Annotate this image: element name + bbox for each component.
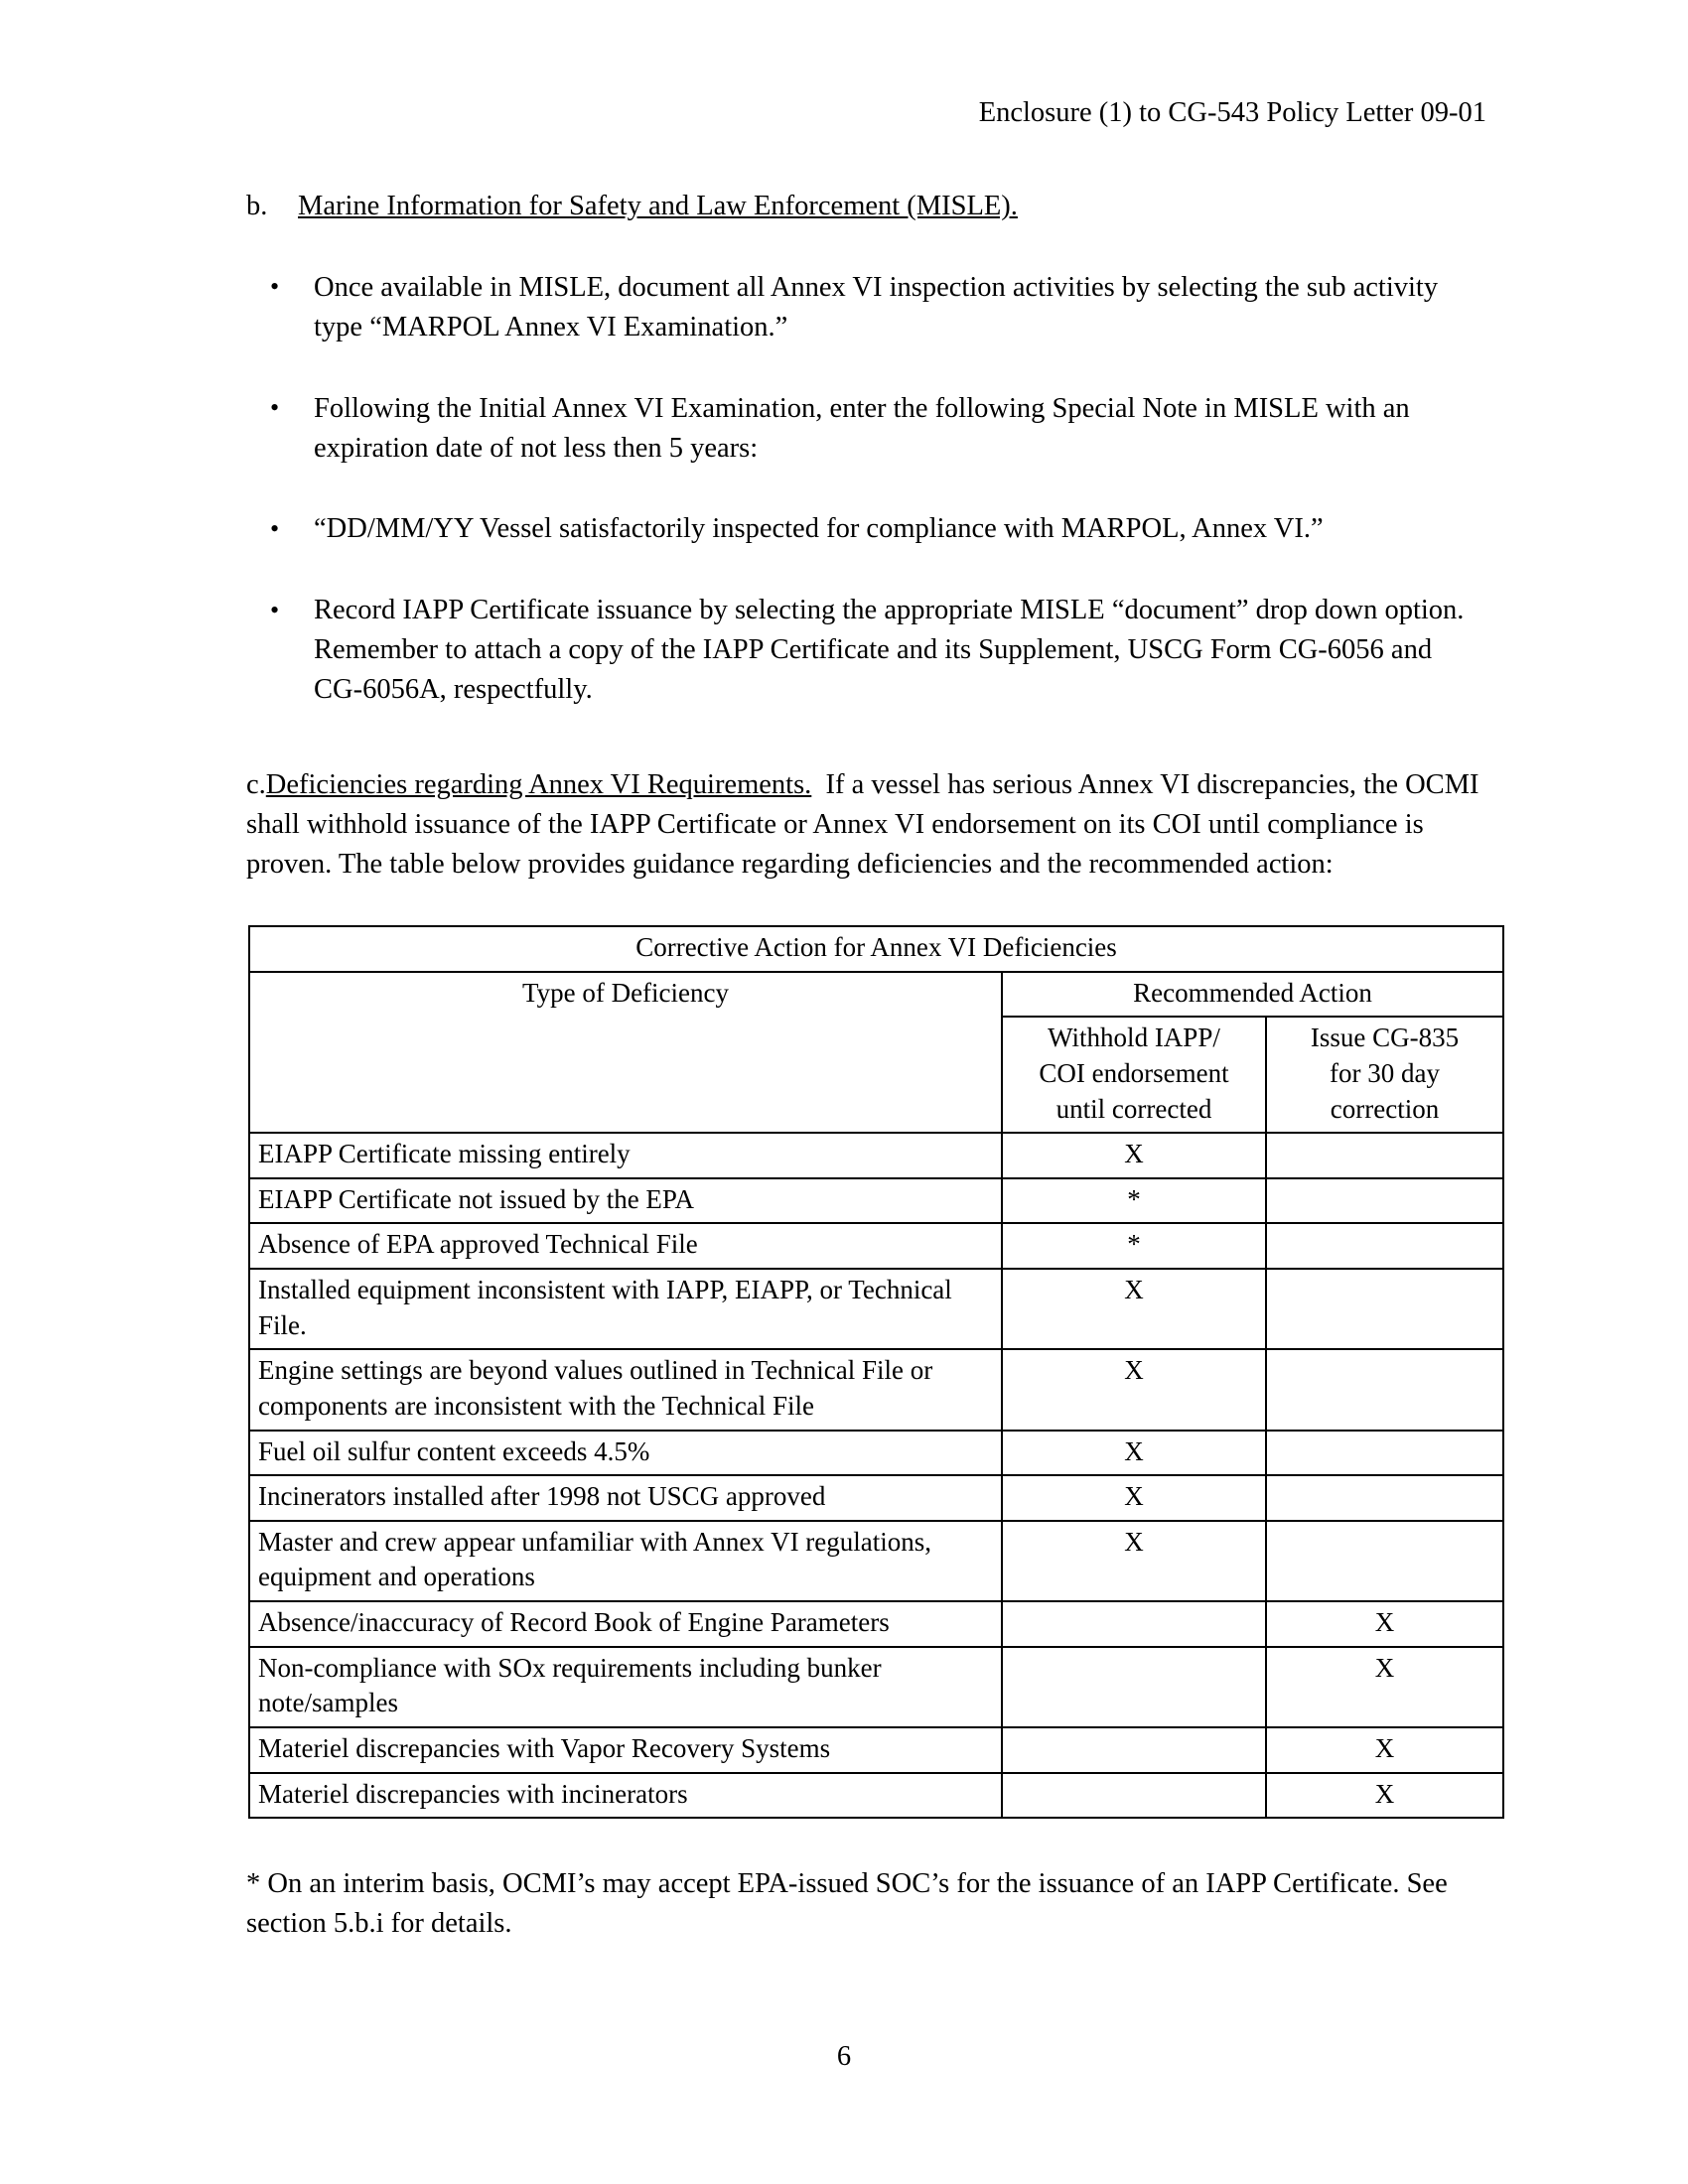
column-header-issue-cg835 xyxy=(1266,1017,1503,1133)
cell-issue-mark xyxy=(1266,1178,1503,1224)
table-group-header-row xyxy=(249,972,1503,1018)
section-c-paragraph xyxy=(246,765,1487,885)
column-group-recommended-action: Recommended Action xyxy=(1002,972,1503,1018)
cell-issue-mark xyxy=(1266,1431,1503,1476)
table-head xyxy=(249,926,1503,1133)
cell-issue-mark xyxy=(1266,1223,1503,1269)
cell-deficiency: Absence/inaccuracy of Record Book of Engine Parameters xyxy=(249,1601,1002,1647)
cell-issue-mark: X xyxy=(1266,1727,1503,1773)
table-row xyxy=(249,1223,1503,1269)
cell-issue-mark: X xyxy=(1266,1601,1503,1647)
column-header-issue-line-2: for 30 day xyxy=(1330,1057,1440,1088)
column-header-type-of-deficiency: Type of Deficiency xyxy=(249,972,1002,1134)
cell-issue-mark xyxy=(1266,1349,1503,1430)
cell-issue-mark xyxy=(1266,1475,1503,1521)
table-row xyxy=(249,1601,1503,1647)
cell-issue-mark: X xyxy=(1266,1647,1503,1727)
section-c-spacer xyxy=(811,769,825,800)
table-row xyxy=(249,1133,1503,1178)
bullet-dot-icon: • xyxy=(270,272,280,302)
table-row xyxy=(249,1727,1503,1773)
list-item-text: “DD/MM/YY Vessel satisfactorily inspected for compliance with MARPOL, Annex VI.” xyxy=(314,513,1324,545)
cell-deficiency: Incinerators installed after 1998 not USCG approved xyxy=(249,1475,1002,1521)
cell-withhold-mark xyxy=(1002,1727,1266,1773)
table-body xyxy=(249,1133,1503,1818)
list-item-text: Once available in MISLE, document all Annex VI inspection activities by selecting the sub activity type “MARPOL Annex VI Examination.” xyxy=(314,271,1439,342)
cell-withhold-mark xyxy=(1002,1773,1266,1819)
running-head: Enclosure (1) to CG-543 Policy Letter 09-01 xyxy=(978,97,1486,128)
cell-withhold-mark: * xyxy=(1002,1223,1266,1269)
table-row xyxy=(249,1647,1503,1727)
list-item xyxy=(246,509,1487,549)
bullet-dot-icon: • xyxy=(270,595,280,624)
list-item-text: Record IAPP Certificate issuance by selecting the appropriate MISLE “document” drop down option. Remember to attach a copy of the IAPP Certificate and its Supplement, USCG Form CG-6056 and CG-6056A, respectfully. xyxy=(314,595,1465,706)
table-row xyxy=(249,1475,1503,1521)
cell-withhold-mark xyxy=(1002,1647,1266,1727)
section-b-marker: b. xyxy=(246,191,268,221)
column-header-withhold-line-1: Withhold IAPP/ xyxy=(1048,1023,1220,1053)
document-body xyxy=(246,187,1487,885)
table-row xyxy=(249,1178,1503,1224)
cell-withhold-mark: X xyxy=(1002,1521,1266,1601)
cell-deficiency: Fuel oil sulfur content exceeds 4.5% xyxy=(249,1431,1002,1476)
cell-withhold-mark: X xyxy=(1002,1431,1266,1476)
column-header-withhold-iapp xyxy=(1002,1017,1266,1133)
section-c-title: Deficiencies regarding Annex VI Requirements. xyxy=(265,769,812,801)
page-number: 6 xyxy=(836,2041,852,2072)
cell-deficiency: Materiel discrepancies with incinerators xyxy=(249,1773,1002,1819)
cell-withhold-mark xyxy=(1002,1601,1266,1647)
section-b-bullet-list xyxy=(246,268,1487,710)
bullet-dot-icon: • xyxy=(270,513,280,543)
table-row xyxy=(249,1431,1503,1476)
bullet-dot-icon: • xyxy=(270,392,280,422)
cell-deficiency: EIAPP Certificate not issued by the EPA xyxy=(249,1178,1002,1224)
cell-withhold-mark: * xyxy=(1002,1178,1266,1224)
cell-deficiency: Non-compliance with SOx requirements including bunker note/samples xyxy=(249,1647,1002,1727)
table-caption-row xyxy=(249,926,1503,972)
list-item xyxy=(246,268,1487,347)
section-c-marker: c. xyxy=(246,769,266,801)
table-caption: Corrective Action for Annex VI Deficiencies xyxy=(249,926,1503,972)
table-footnote: * On an interim basis, OCMI’s may accept EPA-issued SOC’s for the issuance of an IAPP Certificate. See section 5.b.i for details. xyxy=(246,1868,1448,1939)
section-c-body: If a vessel has serious Annex VI discrepancies, the OCMI shall withhold issuance of the IAPP Certificate or Annex VI endorsement on its COI until compliance is proven. The table below provides guidance regarding deficiencies and the recommended action: xyxy=(246,769,1479,880)
list-item xyxy=(246,389,1487,469)
list-item xyxy=(246,591,1487,710)
cell-deficiency: Master and crew appear unfamiliar with Annex VI regulations, equipment and operations xyxy=(249,1521,1002,1601)
column-header-withhold-line-2: COI endorsement xyxy=(1039,1057,1229,1088)
cell-issue-mark xyxy=(1266,1521,1503,1601)
section-b-heading xyxy=(246,187,1487,226)
column-header-issue-line-3: correction xyxy=(1330,1093,1440,1124)
table-row xyxy=(249,1349,1503,1430)
list-item-text: Following the Initial Annex VI Examination, enter the following Special Note in MISLE with an expiration date of not less then 5 years: xyxy=(314,392,1410,464)
table-row xyxy=(249,1773,1503,1819)
deficiency-table-container xyxy=(248,925,1502,1819)
cell-withhold-mark: X xyxy=(1002,1133,1266,1178)
cell-issue-mark xyxy=(1266,1133,1503,1178)
cell-withhold-mark: X xyxy=(1002,1349,1266,1430)
cell-issue-mark: X xyxy=(1266,1773,1503,1819)
cell-withhold-mark: X xyxy=(1002,1269,1266,1349)
section-b-title: Marine Information for Safety and Law Enforcement (MISLE). xyxy=(298,191,1018,221)
column-header-withhold-line-3: until corrected xyxy=(1055,1093,1212,1124)
cell-deficiency: EIAPP Certificate missing entirely xyxy=(249,1133,1002,1178)
column-header-issue-line-1: Issue CG-835 xyxy=(1310,1023,1460,1053)
cell-deficiency: Absence of EPA approved Technical File xyxy=(249,1223,1002,1269)
cell-deficiency: Materiel discrepancies with Vapor Recovery Systems xyxy=(249,1727,1002,1773)
cell-deficiency: Engine settings are beyond values outlined in Technical File or components are inconsistent with the Technical File xyxy=(249,1349,1002,1430)
cell-deficiency: Installed equipment inconsistent with IAPP, EIAPP, or Technical File. xyxy=(249,1269,1002,1349)
cell-withhold-mark: X xyxy=(1002,1475,1266,1521)
table-row xyxy=(249,1521,1503,1601)
cell-issue-mark xyxy=(1266,1269,1503,1349)
corrective-action-table xyxy=(248,925,1504,1819)
table-row xyxy=(249,1269,1503,1349)
